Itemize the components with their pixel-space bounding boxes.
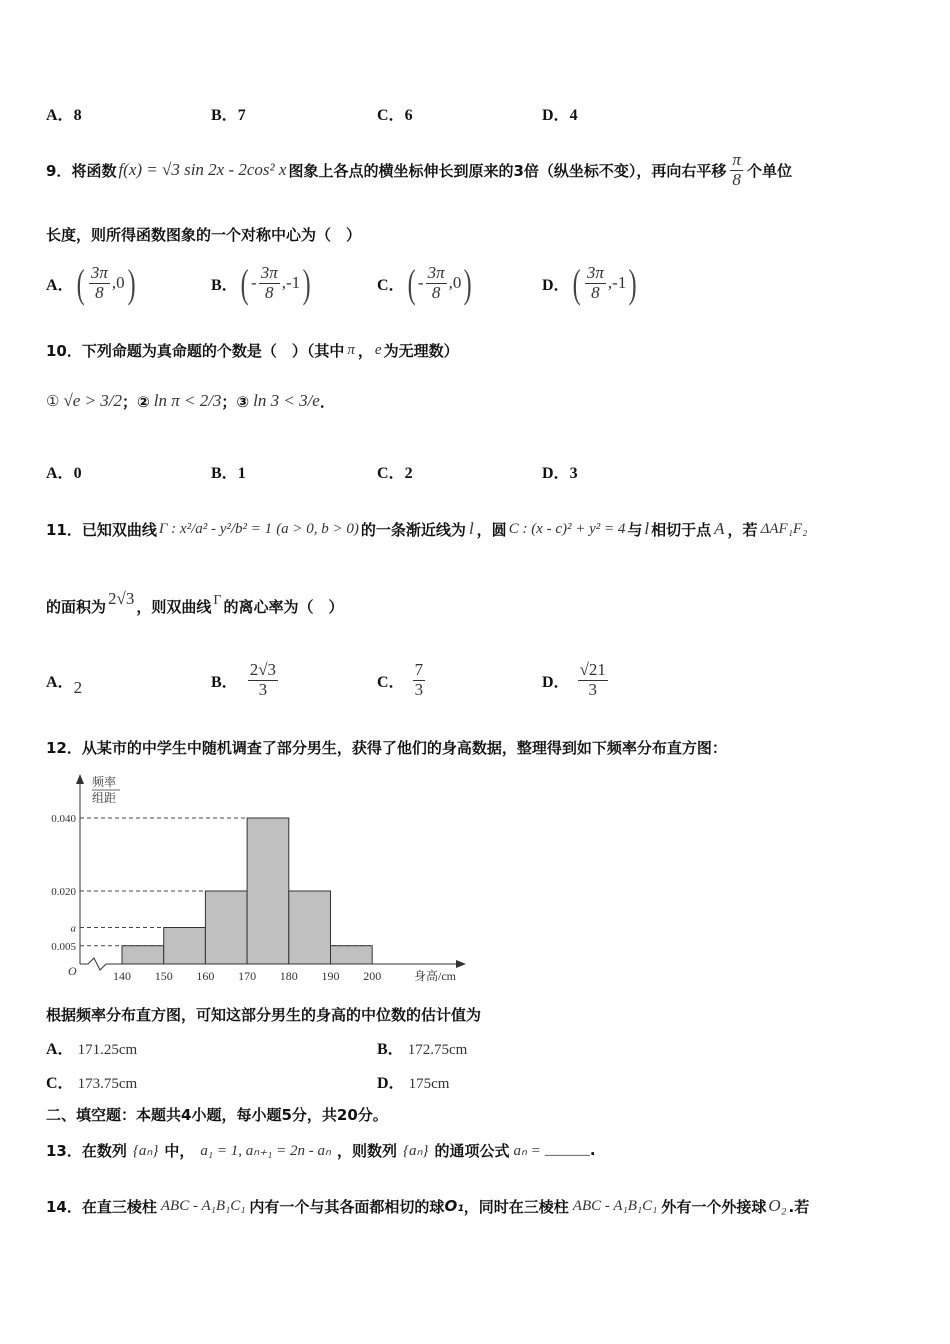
q9-stem: 9． 将函数 f(x) = √3 sin 2x - 2cos² x 图象上各点的横坐标伸长到原来的3倍（纵坐标不变），再向右平移 $\frac{\pi}{8}$ 个单位 (46, 149, 792, 189)
histogram-bar (247, 818, 289, 964)
q11-stem-line2: 的面积为 2√3 ，则双曲线 Γ 的离心率为（ ） (46, 588, 344, 616)
q12-option-b: B． 172.75cm (377, 1041, 468, 1058)
y-axis-label-top: 频率 (92, 775, 117, 789)
y-axis-arrow (76, 774, 84, 784)
q11-option-b: B． $\frac{2√3}{3}$ (211, 659, 277, 699)
x-tick-label: 200 (363, 969, 382, 983)
q12-question: 根据频率分布直方图，可知这部分男生的身高的中位数的估计值为 (46, 1006, 482, 1024)
q12-option-a: A． 171.25cm (46, 1041, 138, 1058)
y-tick-label: 0.020 (51, 886, 76, 898)
q11-option-d: D． $\frac{√21}{3}$ (542, 659, 606, 699)
q9-option-c: C． ( - $\frac{3\pi}{8}$ , 0 ) (377, 260, 473, 306)
x-tick-label: 190 (321, 969, 340, 983)
q12-option-d: D． 175cm (377, 1075, 450, 1092)
q12-option-c: C． 173.75cm (46, 1075, 138, 1092)
histogram-bar (205, 891, 247, 964)
histogram-bar (164, 928, 206, 965)
q9-stem-line2: 长度，则所得函数图象的一个对称中心为（ ） (46, 226, 362, 244)
histogram-bar (289, 891, 331, 964)
x-tick-label: 150 (154, 969, 173, 983)
x-tick-label: 160 (196, 969, 215, 983)
q10-option-a: A．0 (46, 465, 82, 482)
y-tick-label: a (70, 922, 76, 935)
origin-label: O (68, 964, 77, 978)
q9-option-d: D． ( $\frac{3\pi}{8}$ , -1 ) (542, 260, 638, 306)
x-tick-label: 140 (113, 969, 131, 983)
q9-option-a: A． ( $\frac{3\pi}{8}$ , 0 ) (46, 260, 136, 306)
q14-stem: 14． 在直三棱柱 ABC - A₁B₁C₁ 内有一个与其各面都相切的球 O₁ ，同时在三棱柱 ABC - A₁B₁C₁ 外有一个外接球 O₂ .若 (46, 1196, 810, 1216)
q10-option-c: C．2 (377, 465, 413, 482)
q8-option-b: B．7 (211, 107, 246, 124)
q8-option-a: A．8 (46, 107, 82, 124)
y-tick-label: 0.040 (51, 813, 76, 825)
x-tick-label: 180 (279, 969, 298, 983)
q10-statements: ① √e > 3/2 ；② ln π < 2/3 ；③ ln 3 < 3/e ． (46, 391, 335, 411)
q9-option-b: B． ( - $\frac{3\pi}{8}$ , -1 ) (211, 260, 311, 306)
q8-option-c: C．6 (377, 107, 413, 124)
q10-option-b: B．1 (211, 465, 246, 482)
q11-option-a: A． 2 (46, 673, 83, 697)
q11-option-c: C． $\frac{7}{3}$ (377, 659, 424, 699)
histogram-bar (331, 946, 373, 964)
q10-stem: 10． 下列命题为真命题的个数是（ ）（其中 π ， e 为无理数） (46, 342, 459, 360)
y-tick-label: 0.005 (51, 940, 76, 953)
histogram-chart (40, 768, 480, 990)
q12-stem: 12．从某市的中学生中随机调查了部分男生，获得了他们的身高数据，整理得到如下频率分布直方图： (46, 739, 727, 757)
q10-option-d: D．3 (542, 465, 578, 482)
histogram-bar (122, 946, 164, 964)
section-2-heading: 二、填空题：本题共4小题，每小题5分，共20分。 (46, 1106, 388, 1124)
q13-stem: 13． 在数列 {aₙ} 中， a₁ = 1, aₙ₊₁ = 2n - aₙ ，则数列 {aₙ} 的通项公式 aₙ = ______ . (46, 1141, 596, 1160)
x-tick-label: 170 (238, 969, 257, 983)
y-axis-label-bottom: 组距 (92, 791, 117, 805)
q11-stem: 11． 已知双曲线 Γ : x²/a² - y²/b² = 1 (a > 0, b > 0) 的一条渐近线为 l ，圆 C : (x - c)² + y² = 4 与 l 相切于点 A ，若 ΔAF₁F₂ (46, 519, 808, 539)
x-axis-label: 身高/cm (414, 969, 456, 983)
q8-option-d: D．4 (542, 107, 578, 124)
x-axis-arrow (456, 960, 466, 968)
